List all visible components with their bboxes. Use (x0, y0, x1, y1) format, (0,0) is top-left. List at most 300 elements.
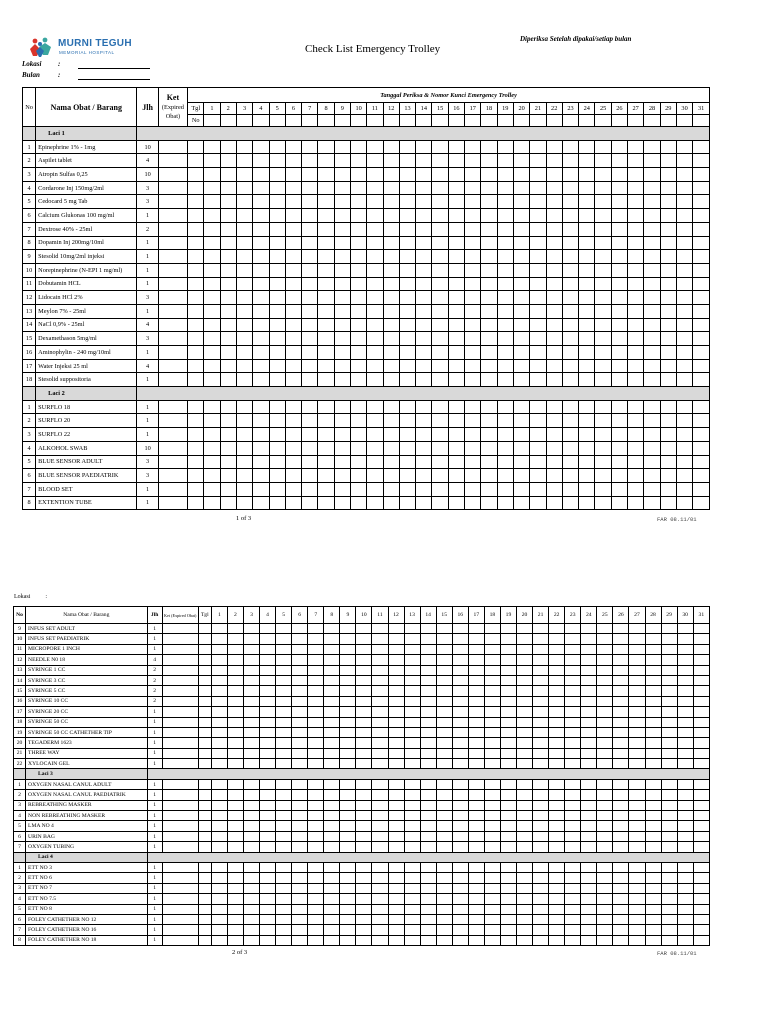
check-cell[interactable] (448, 291, 464, 305)
check-cell[interactable] (693, 414, 710, 428)
check-cell[interactable] (236, 373, 252, 387)
kunci-number-cell[interactable] (399, 115, 415, 127)
check-cell[interactable] (276, 644, 292, 654)
check-cell[interactable] (236, 400, 252, 414)
check-cell[interactable] (211, 790, 227, 800)
check-cell[interactable] (530, 222, 546, 236)
check-cell[interactable] (452, 665, 468, 675)
check-cell[interactable] (356, 686, 372, 696)
check-cell[interactable] (549, 925, 565, 935)
check-cell[interactable] (253, 428, 269, 442)
check-cell[interactable] (613, 624, 629, 634)
check-cell[interactable] (465, 469, 481, 483)
check-cell[interactable] (302, 496, 318, 510)
check-cell[interactable] (340, 831, 356, 841)
check-cell[interactable] (677, 779, 693, 789)
check-cell[interactable] (579, 332, 595, 346)
check-cell[interactable] (468, 748, 484, 758)
check-cell[interactable] (269, 181, 285, 195)
check-cell[interactable] (432, 332, 448, 346)
check-cell[interactable] (597, 842, 613, 852)
check-cell[interactable] (334, 414, 350, 428)
check-cell[interactable] (693, 291, 710, 305)
check-cell[interactable] (676, 236, 692, 250)
check-cell[interactable] (388, 624, 404, 634)
check-cell[interactable] (292, 665, 308, 675)
check-cell[interactable] (356, 831, 372, 841)
check-cell[interactable] (318, 304, 334, 318)
check-cell[interactable] (334, 291, 350, 305)
check-cell[interactable] (340, 675, 356, 685)
check-cell[interactable] (204, 154, 220, 168)
check-cell[interactable] (302, 236, 318, 250)
check-cell[interactable] (324, 779, 340, 789)
check-cell[interactable] (372, 904, 388, 914)
check-cell[interactable] (644, 195, 660, 209)
check-cell[interactable] (204, 455, 220, 469)
check-cell[interactable] (628, 236, 644, 250)
check-cell[interactable] (318, 441, 334, 455)
check-cell[interactable] (546, 359, 562, 373)
check-cell[interactable] (661, 800, 677, 810)
check-cell[interactable] (227, 883, 243, 893)
check-cell[interactable] (253, 291, 269, 305)
check-cell[interactable] (693, 455, 710, 469)
check-cell[interactable] (597, 675, 613, 685)
check-cell[interactable] (436, 883, 452, 893)
check-cell[interactable] (388, 686, 404, 696)
check-cell[interactable] (546, 373, 562, 387)
check-cell[interactable] (530, 359, 546, 373)
check-cell[interactable] (530, 154, 546, 168)
check-cell[interactable] (211, 862, 227, 872)
check-cell[interactable] (260, 655, 276, 665)
check-cell[interactable] (302, 428, 318, 442)
check-cell[interactable] (243, 655, 259, 665)
check-cell[interactable] (383, 277, 399, 291)
check-cell[interactable] (481, 400, 497, 414)
check-cell[interactable] (276, 675, 292, 685)
check-cell[interactable] (645, 696, 661, 706)
check-cell[interactable] (302, 209, 318, 223)
check-cell[interactable] (236, 469, 252, 483)
check-cell[interactable] (565, 696, 581, 706)
check-cell[interactable] (204, 428, 220, 442)
check-cell[interactable] (372, 894, 388, 904)
check-cell[interactable] (260, 696, 276, 706)
check-cell[interactable] (211, 842, 227, 852)
check-cell[interactable] (276, 665, 292, 675)
check-cell[interactable] (497, 277, 513, 291)
check-cell[interactable] (220, 168, 236, 182)
check-cell[interactable] (613, 717, 629, 727)
check-cell[interactable] (595, 154, 611, 168)
check-cell[interactable] (611, 291, 627, 305)
check-cell[interactable] (628, 359, 644, 373)
check-cell[interactable] (420, 624, 436, 634)
check-cell[interactable] (530, 373, 546, 387)
check-cell[interactable] (404, 655, 420, 665)
check-cell[interactable] (292, 696, 308, 706)
check-cell[interactable] (517, 759, 533, 769)
check-cell[interactable] (285, 318, 301, 332)
check-cell[interactable] (481, 250, 497, 264)
check-cell[interactable] (236, 441, 252, 455)
check-cell[interactable] (562, 277, 578, 291)
check-cell[interactable] (383, 168, 399, 182)
check-cell[interactable] (302, 181, 318, 195)
check-cell[interactable] (481, 236, 497, 250)
check-cell[interactable] (628, 168, 644, 182)
item-expiry-cell[interactable] (158, 250, 187, 264)
check-cell[interactable] (660, 441, 676, 455)
check-cell[interactable] (613, 790, 629, 800)
check-cell[interactable] (565, 862, 581, 872)
check-cell[interactable] (432, 428, 448, 442)
check-cell[interactable] (628, 250, 644, 264)
check-cell[interactable] (565, 707, 581, 717)
check-cell[interactable] (562, 222, 578, 236)
check-cell[interactable] (693, 904, 709, 914)
check-cell[interactable] (260, 821, 276, 831)
check-cell[interactable] (579, 154, 595, 168)
check-cell[interactable] (324, 665, 340, 675)
check-cell[interactable] (533, 779, 549, 789)
check-cell[interactable] (661, 624, 677, 634)
check-cell[interactable] (613, 800, 629, 810)
check-cell[interactable] (452, 707, 468, 717)
kunci-number-cell[interactable] (628, 115, 644, 127)
check-cell[interactable] (399, 400, 415, 414)
check-cell[interactable] (533, 842, 549, 852)
check-cell[interactable] (356, 748, 372, 758)
check-cell[interactable] (565, 821, 581, 831)
check-cell[interactable] (660, 414, 676, 428)
check-cell[interactable] (597, 634, 613, 644)
check-cell[interactable] (260, 624, 276, 634)
check-cell[interactable] (581, 624, 597, 634)
check-cell[interactable] (645, 790, 661, 800)
check-cell[interactable] (276, 727, 292, 737)
check-cell[interactable] (204, 496, 220, 510)
check-cell[interactable] (565, 894, 581, 904)
check-cell[interactable] (565, 883, 581, 893)
check-cell[interactable] (324, 811, 340, 821)
check-cell[interactable] (613, 935, 629, 945)
check-cell[interactable] (318, 222, 334, 236)
check-cell[interactable] (211, 686, 227, 696)
check-cell[interactable] (676, 140, 692, 154)
check-cell[interactable] (292, 655, 308, 665)
check-cell[interactable] (318, 181, 334, 195)
check-cell[interactable] (302, 291, 318, 305)
item-expiry-cell[interactable] (162, 738, 198, 748)
check-cell[interactable] (285, 359, 301, 373)
check-cell[interactable] (356, 738, 372, 748)
check-cell[interactable] (383, 373, 399, 387)
check-cell[interactable] (308, 686, 324, 696)
check-cell[interactable] (465, 222, 481, 236)
check-cell[interactable] (188, 154, 204, 168)
check-cell[interactable] (452, 811, 468, 821)
check-cell[interactable] (260, 914, 276, 924)
item-expiry-cell[interactable] (162, 873, 198, 883)
check-cell[interactable] (677, 675, 693, 685)
check-cell[interactable] (628, 332, 644, 346)
check-cell[interactable] (693, 831, 709, 841)
check-cell[interactable] (308, 655, 324, 665)
check-cell[interactable] (318, 250, 334, 264)
check-cell[interactable] (661, 790, 677, 800)
check-cell[interactable] (645, 914, 661, 924)
check-cell[interactable] (629, 790, 645, 800)
check-cell[interactable] (269, 332, 285, 346)
check-cell[interactable] (340, 790, 356, 800)
check-cell[interactable] (340, 759, 356, 769)
check-cell[interactable] (372, 821, 388, 831)
check-cell[interactable] (350, 154, 366, 168)
check-cell[interactable] (276, 696, 292, 706)
check-cell[interactable] (513, 400, 529, 414)
check-cell[interactable] (356, 842, 372, 852)
check-cell[interactable] (432, 154, 448, 168)
check-cell[interactable] (204, 441, 220, 455)
check-cell[interactable] (334, 441, 350, 455)
check-cell[interactable] (597, 707, 613, 717)
check-cell[interactable] (269, 373, 285, 387)
check-cell[interactable] (500, 665, 516, 675)
check-cell[interactable] (661, 727, 677, 737)
check-cell[interactable] (677, 644, 693, 654)
check-cell[interactable] (676, 154, 692, 168)
item-expiry-cell[interactable] (158, 304, 187, 318)
check-cell[interactable] (693, 181, 710, 195)
check-cell[interactable] (404, 634, 420, 644)
check-cell[interactable] (581, 831, 597, 841)
check-cell[interactable] (367, 455, 383, 469)
check-cell[interactable] (420, 894, 436, 904)
check-cell[interactable] (436, 675, 452, 685)
check-cell[interactable] (562, 250, 578, 264)
check-cell[interactable] (565, 790, 581, 800)
check-cell[interactable] (645, 904, 661, 914)
check-cell[interactable] (611, 455, 627, 469)
check-cell[interactable] (198, 655, 211, 665)
check-cell[interactable] (595, 373, 611, 387)
check-cell[interactable] (452, 696, 468, 706)
check-cell[interactable] (452, 935, 468, 945)
check-cell[interactable] (500, 644, 516, 654)
check-cell[interactable] (388, 904, 404, 914)
check-cell[interactable] (484, 727, 500, 737)
check-cell[interactable] (613, 925, 629, 935)
check-cell[interactable] (452, 727, 468, 737)
check-cell[interactable] (292, 790, 308, 800)
check-cell[interactable] (292, 800, 308, 810)
check-cell[interactable] (276, 748, 292, 758)
check-cell[interactable] (318, 359, 334, 373)
check-cell[interactable] (372, 842, 388, 852)
item-expiry-cell[interactable] (162, 665, 198, 675)
check-cell[interactable] (211, 644, 227, 654)
check-cell[interactable] (468, 811, 484, 821)
check-cell[interactable] (677, 634, 693, 644)
check-cell[interactable] (399, 181, 415, 195)
check-cell[interactable] (227, 624, 243, 634)
check-cell[interactable] (579, 400, 595, 414)
check-cell[interactable] (188, 441, 204, 455)
check-cell[interactable] (350, 455, 366, 469)
item-expiry-cell[interactable] (162, 811, 198, 821)
check-cell[interactable] (565, 842, 581, 852)
check-cell[interactable] (334, 277, 350, 291)
check-cell[interactable] (581, 748, 597, 758)
check-cell[interactable] (517, 707, 533, 717)
check-cell[interactable] (530, 414, 546, 428)
check-cell[interactable] (468, 624, 484, 634)
check-cell[interactable] (269, 263, 285, 277)
check-cell[interactable] (546, 140, 562, 154)
check-cell[interactable] (432, 346, 448, 360)
check-cell[interactable] (597, 925, 613, 935)
check-cell[interactable] (188, 400, 204, 414)
check-cell[interactable] (211, 904, 227, 914)
check-cell[interactable] (513, 250, 529, 264)
check-cell[interactable] (350, 332, 366, 346)
check-cell[interactable] (302, 318, 318, 332)
check-cell[interactable] (448, 441, 464, 455)
check-cell[interactable] (565, 800, 581, 810)
check-cell[interactable] (253, 400, 269, 414)
check-cell[interactable] (432, 195, 448, 209)
check-cell[interactable] (204, 277, 220, 291)
check-cell[interactable] (579, 263, 595, 277)
check-cell[interactable] (579, 140, 595, 154)
check-cell[interactable] (285, 373, 301, 387)
check-cell[interactable] (367, 332, 383, 346)
check-cell[interactable] (198, 779, 211, 789)
check-cell[interactable] (324, 707, 340, 717)
check-cell[interactable] (565, 831, 581, 841)
check-cell[interactable] (452, 842, 468, 852)
check-cell[interactable] (318, 195, 334, 209)
check-cell[interactable] (530, 250, 546, 264)
check-cell[interactable] (497, 332, 513, 346)
check-cell[interactable] (613, 831, 629, 841)
check-cell[interactable] (517, 748, 533, 758)
check-cell[interactable] (693, 624, 709, 634)
check-cell[interactable] (292, 904, 308, 914)
check-cell[interactable] (628, 263, 644, 277)
check-cell[interactable] (448, 400, 464, 414)
check-cell[interactable] (416, 291, 432, 305)
check-cell[interactable] (416, 359, 432, 373)
check-cell[interactable] (481, 195, 497, 209)
check-cell[interactable] (399, 455, 415, 469)
check-cell[interactable] (484, 862, 500, 872)
check-cell[interactable] (211, 665, 227, 675)
check-cell[interactable] (661, 696, 677, 706)
check-cell[interactable] (595, 400, 611, 414)
check-cell[interactable] (613, 707, 629, 717)
check-cell[interactable] (367, 414, 383, 428)
check-cell[interactable] (452, 748, 468, 758)
check-cell[interactable] (500, 707, 516, 717)
check-cell[interactable] (432, 482, 448, 496)
check-cell[interactable] (220, 140, 236, 154)
check-cell[interactable] (308, 894, 324, 904)
item-expiry-cell[interactable] (158, 482, 187, 496)
check-cell[interactable] (629, 634, 645, 644)
check-cell[interactable] (253, 482, 269, 496)
check-cell[interactable] (204, 250, 220, 264)
check-cell[interactable] (448, 346, 464, 360)
check-cell[interactable] (581, 727, 597, 737)
check-cell[interactable] (334, 209, 350, 223)
check-cell[interactable] (383, 140, 399, 154)
check-cell[interactable] (562, 428, 578, 442)
check-cell[interactable] (660, 263, 676, 277)
check-cell[interactable] (404, 790, 420, 800)
check-cell[interactable] (549, 644, 565, 654)
check-cell[interactable] (318, 236, 334, 250)
check-cell[interactable] (595, 277, 611, 291)
check-cell[interactable] (367, 222, 383, 236)
check-cell[interactable] (432, 318, 448, 332)
check-cell[interactable] (500, 800, 516, 810)
check-cell[interactable] (597, 644, 613, 654)
check-cell[interactable] (676, 181, 692, 195)
check-cell[interactable] (308, 925, 324, 935)
check-cell[interactable] (416, 209, 432, 223)
check-cell[interactable] (484, 624, 500, 634)
check-cell[interactable] (644, 181, 660, 195)
check-cell[interactable] (416, 195, 432, 209)
check-cell[interactable] (198, 759, 211, 769)
check-cell[interactable] (227, 925, 243, 935)
check-cell[interactable] (276, 842, 292, 852)
check-cell[interactable] (613, 696, 629, 706)
check-cell[interactable] (350, 195, 366, 209)
check-cell[interactable] (227, 862, 243, 872)
check-cell[interactable] (644, 140, 660, 154)
kunci-number-cell[interactable] (367, 115, 383, 127)
check-cell[interactable] (629, 655, 645, 665)
check-cell[interactable] (204, 332, 220, 346)
check-cell[interactable] (513, 373, 529, 387)
check-cell[interactable] (285, 222, 301, 236)
check-cell[interactable] (211, 800, 227, 810)
check-cell[interactable] (367, 263, 383, 277)
check-cell[interactable] (661, 707, 677, 717)
check-cell[interactable] (324, 748, 340, 758)
check-cell[interactable] (533, 790, 549, 800)
check-cell[interactable] (302, 400, 318, 414)
check-cell[interactable] (484, 634, 500, 644)
check-cell[interactable] (420, 883, 436, 893)
item-expiry-cell[interactable] (162, 821, 198, 831)
check-cell[interactable] (500, 738, 516, 748)
check-cell[interactable] (236, 181, 252, 195)
check-cell[interactable] (285, 140, 301, 154)
check-cell[interactable] (628, 304, 644, 318)
check-cell[interactable] (432, 455, 448, 469)
check-cell[interactable] (513, 359, 529, 373)
check-cell[interactable] (436, 748, 452, 758)
check-cell[interactable] (388, 935, 404, 945)
check-cell[interactable] (367, 428, 383, 442)
check-cell[interactable] (517, 738, 533, 748)
